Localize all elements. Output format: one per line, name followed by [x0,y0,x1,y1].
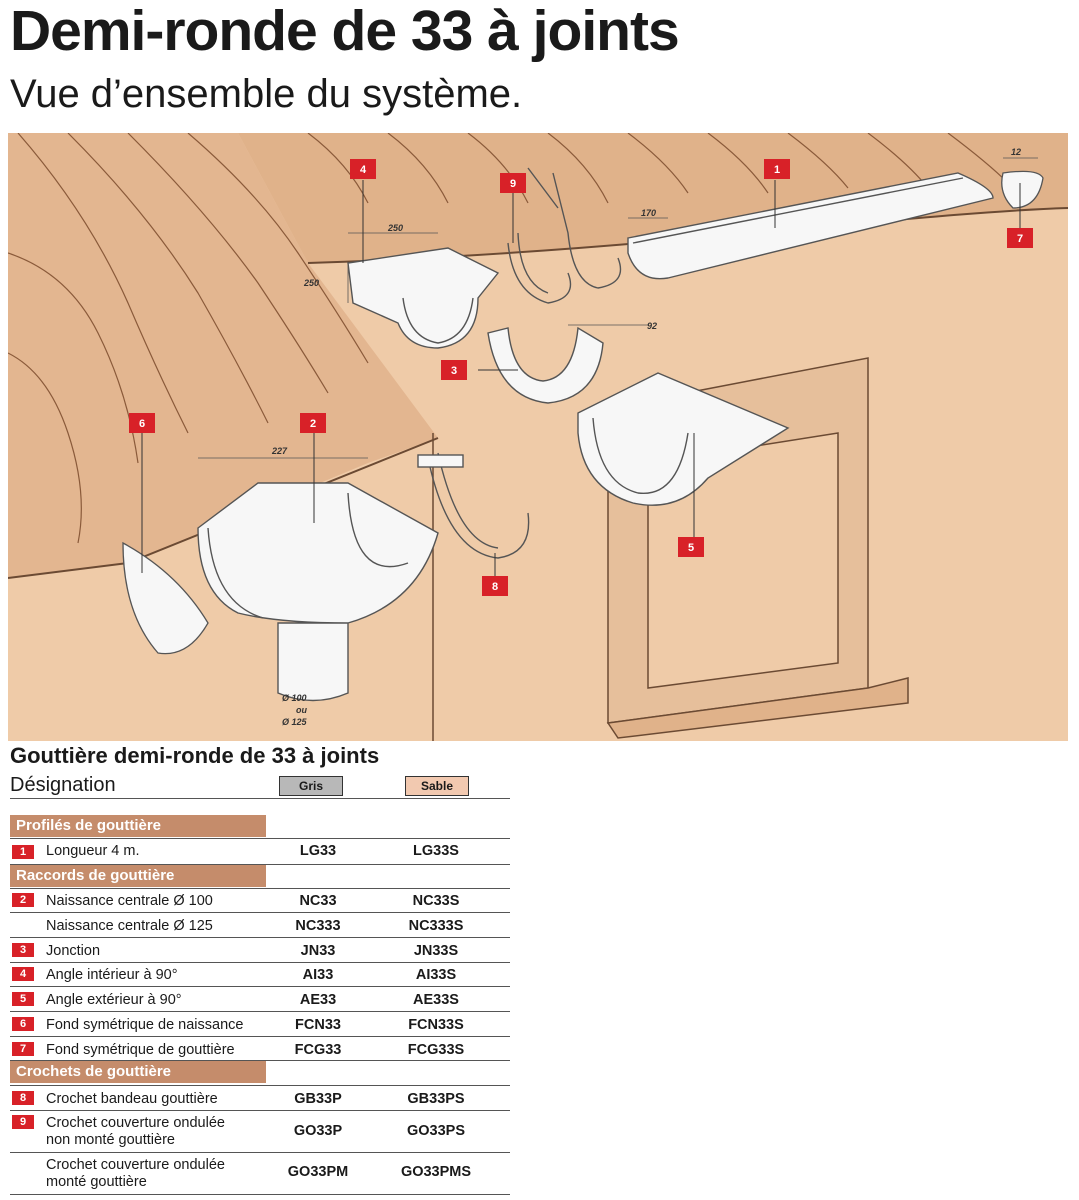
code-gris: NC33 [299,893,337,909]
row-number-badge: 8 [12,1091,34,1105]
row-label: Longueur 4 m. [46,843,140,859]
divider [10,888,510,889]
table-title: Gouttière demi-ronde de 33 à joints [10,743,380,768]
code-gris: GO33PM [287,1164,349,1180]
callout-8: 8 [491,581,499,593]
row-number-badge: 6 [12,1017,34,1031]
page-title: Demi-ronde de 33 à joints [10,0,679,63]
row-label-line2: monté gouttière [46,1174,147,1190]
code-sable: GO33PMS [400,1164,472,1180]
dim-12: 12 [1011,147,1022,157]
dim-ou: ou [296,705,307,715]
code-sable: JN33S [413,943,459,959]
divider [10,1036,510,1037]
code-gris: GB33P [294,1091,342,1107]
code-sable: GB33PS [407,1091,465,1107]
callout-1: 1 [773,164,781,176]
callout-5: 5 [687,542,695,554]
divider [10,864,510,865]
divider [10,798,510,799]
dim-250-a: 250 [388,223,404,233]
row-number-badge: 9 [12,1115,34,1129]
callout-6: 6 [138,418,146,430]
dim-250-b: 250 [304,278,320,288]
row-label: Fond symétrique de gouttière [46,1042,235,1058]
code-gris: FCN33 [295,1017,341,1033]
row-label: Naissance centrale Ø 100 [46,893,213,909]
row-label: Naissance centrale Ø 125 [46,918,213,934]
divider [10,912,510,913]
page-subtitle: Vue d’ensemble du système. [10,72,523,116]
row-label: Angle extérieur à 90° [46,992,182,1008]
code-gris: AE33 [299,992,337,1008]
code-sable: FCN33S [408,1017,464,1033]
dim-227: 227 [272,446,288,456]
row-number-badge: 4 [12,967,34,981]
divider [10,937,510,938]
dim-92: 92 [647,321,658,331]
dim-170: 170 [641,208,657,218]
divider [10,1152,510,1153]
section-crochets: Crochets de gouttière [10,1061,266,1083]
code-sable: GO33PS [406,1123,466,1139]
divider [10,1110,510,1111]
dim-diam-100: Ø 100 [282,693,307,703]
dim-diam-125: Ø 125 [282,717,307,727]
row-number-badge: 7 [12,1042,34,1056]
code-gris: LG33 [299,843,337,859]
code-gris: FCG33 [294,1042,342,1058]
code-sable: AI33S [415,967,457,983]
code-gris: AI33 [302,967,334,983]
callout-4: 4 [359,164,367,176]
row-number-badge: 2 [12,893,34,907]
row-label-line1: Crochet couverture ondulée [46,1157,225,1173]
row-label: Angle intérieur à 90° [46,967,178,983]
code-gris: JN33 [300,943,336,959]
divider [10,1085,510,1086]
divider [10,986,510,987]
row-label: Jonction [46,943,101,959]
code-gris: GO33P [293,1123,343,1139]
callout-3: 3 [450,365,458,377]
divider [10,1011,510,1012]
row-number-badge: 1 [12,845,34,859]
row-number-badge: 3 [12,943,34,957]
section-profiles: Profilés de gouttière [10,815,266,837]
callout-7: 7 [1016,233,1024,245]
color-sable-swatch: Sable [405,776,469,796]
divider [10,962,510,963]
divider [10,838,510,839]
divider [10,1194,510,1195]
section-raccords: Raccords de gouttière [10,865,266,887]
code-sable: AE33S [413,992,459,1008]
row-label: Crochet bandeau gouttière [46,1091,218,1107]
callout-9: 9 [509,178,517,190]
callout-2: 2 [309,418,317,430]
code-gris: NC333 [295,918,341,934]
system-illustration [8,133,1068,741]
row-label-line2: non monté gouttière [46,1132,175,1148]
color-gris-swatch: Gris [279,776,343,796]
row-number-badge: 5 [12,992,34,1006]
row-label-line1: Crochet couverture ondulée [46,1115,225,1131]
code-sable: FCG33S [407,1042,465,1058]
designation-label: Désignation [10,774,116,796]
code-sable: NC33S [412,893,460,909]
row-label: Fond symétrique de naissance [46,1017,244,1033]
code-sable: LG33S [413,843,459,859]
code-sable: NC333S [408,918,464,934]
